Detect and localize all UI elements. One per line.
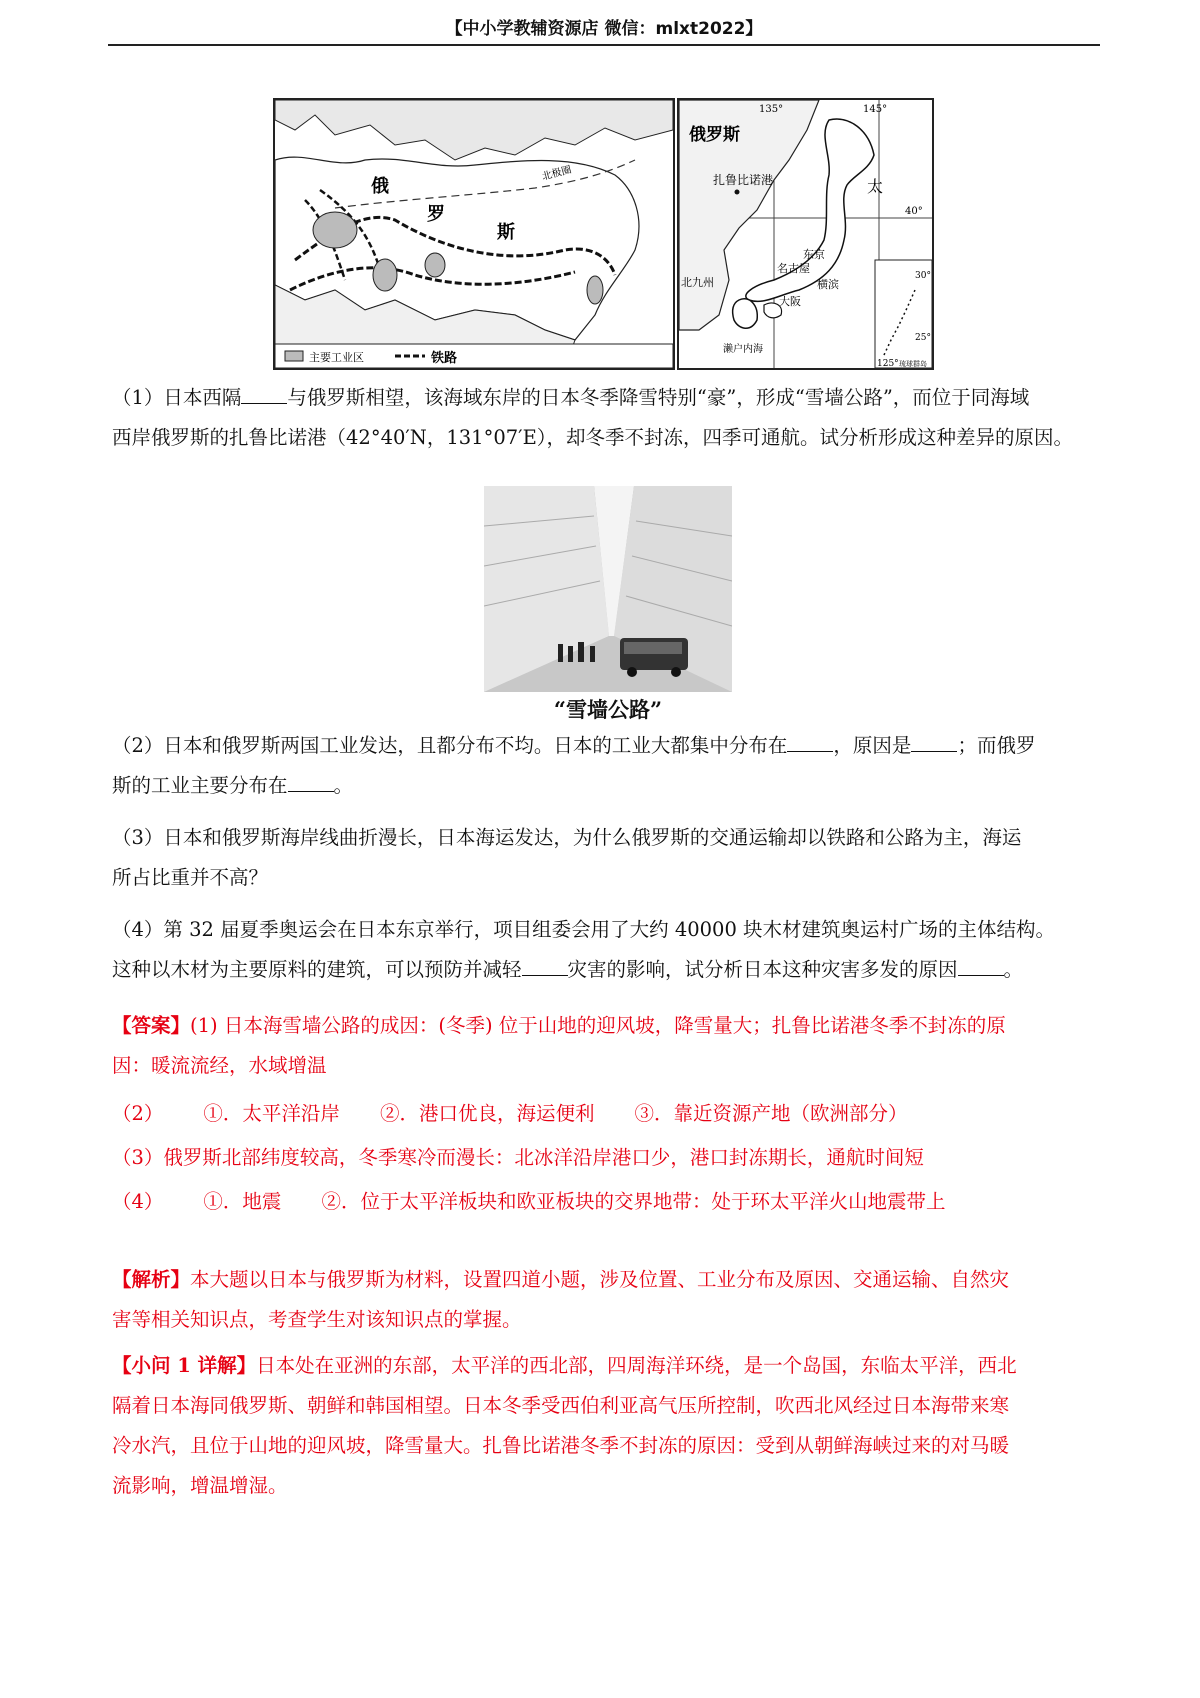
q4-blank-1 xyxy=(522,957,568,976)
answer-4-num: （4） xyxy=(112,1190,164,1213)
label-lon145: 145° xyxy=(863,104,888,115)
legend-industry-swatch xyxy=(285,351,303,361)
answer-4-point-1: ①．地震 xyxy=(203,1190,282,1213)
analysis-tag: 【解析】 xyxy=(112,1268,191,1291)
photo-caption: “雪墙公路” xyxy=(553,697,663,722)
detail-1-block xyxy=(112,1346,1100,1506)
detail-1-tag: 【小问 1 详解】 xyxy=(112,1354,257,1377)
q4-text-a: （4）第 32 届夏季奥运会在日本东京举行，项目组委会用了大约 40000 块木材建筑奥运村广场的主体结构。 xyxy=(112,918,1056,941)
label-lon125: 125° xyxy=(877,359,899,368)
detail-1-text-b: 隔着日本海同俄罗斯、朝鲜和韩国相望。日本冬季受西伯利亚高气压所控制，吹西北风经过日本海带来寒 xyxy=(112,1394,1010,1417)
question-3 xyxy=(112,818,1100,898)
q4-text-b2: 灾害的影响，试分析日本这种灾害多发的原因 xyxy=(567,958,958,981)
detail-1-text-a: 日本处在亚洲的东部，太平洋的西北部，四周海洋环绕，是一个岛国，东临太平洋，西北 xyxy=(256,1354,1017,1377)
analysis-text-b: 害等相关知识点，考查学生对该知识点的掌握。 xyxy=(112,1308,522,1331)
snow-wall-photo xyxy=(484,486,732,692)
label-si: 斯 xyxy=(497,222,515,243)
label-tokyo: 东京 xyxy=(803,248,825,261)
q4-blank-2 xyxy=(958,957,1004,976)
q2-text-c: ；而俄罗 xyxy=(957,734,1036,757)
legend-industry-label: 主要工业区 xyxy=(309,351,364,364)
label-arctic-circle: 北极圈 xyxy=(540,164,573,183)
russia-railway-map xyxy=(273,98,675,370)
label-osaka: 大阪 xyxy=(779,295,801,308)
label-lat30: 30° xyxy=(915,271,931,281)
q3-text-b: 所占比重并不高？ xyxy=(112,866,269,889)
q2-text-b: ，原因是 xyxy=(833,734,912,757)
q2-text-e: 。 xyxy=(333,774,354,797)
answer-2-point-1: ①．太平洋沿岸 xyxy=(203,1102,340,1125)
label-tai: 太 xyxy=(867,177,884,196)
japan-map-drawing xyxy=(679,100,932,368)
q3-text-a: （3）日本和俄罗斯海岸线曲折漫长，日本海运发达，为什么俄罗斯的交通运输却以铁路和公路为主，海运 xyxy=(112,826,1022,849)
answer-2-point-2: ②．港口优良，海运便利 xyxy=(379,1102,595,1125)
label-lat25: 25° xyxy=(915,333,931,343)
q2-blank-3 xyxy=(288,773,334,792)
answer-1-a: (1) 日本海雪墙公路的成因：(冬季) 位于山地的迎风坡，降雪量大；扎鲁比诺港冬季不封冻的原 xyxy=(190,1014,1006,1037)
snow-wall-illustration xyxy=(484,486,732,692)
analysis-block xyxy=(112,1260,1100,1340)
q2-text-a: （2）日本和俄罗斯两国工业发达，且都分布不均。日本的工业大都集中分布在 xyxy=(112,734,788,757)
label-zarubino: 扎鲁比诺港 xyxy=(713,173,774,187)
question-1 xyxy=(112,378,1100,458)
answer-4-point-2: ②．位于太平洋板块和欧亚板块的交界地带：处于环太平洋火山地震带上 xyxy=(321,1190,946,1213)
japan-map xyxy=(677,98,934,370)
answer-block xyxy=(112,1006,1100,1222)
q2-blank-2 xyxy=(911,733,957,752)
label-lat40: 40° xyxy=(905,206,923,217)
q4-text-b3: 。 xyxy=(1003,958,1024,981)
maps-figure xyxy=(273,98,936,366)
answer-1-b: 因：暖流流经，水域增温 xyxy=(112,1054,327,1077)
q1-text-a: （1）日本西隔 xyxy=(112,386,242,409)
detail-1-text-c: 冷水汽，且位于山地的迎风坡，降雪量大。扎鲁比诺港冬季不封冻的原因：受到从朝鲜海峡过来的对马暖 xyxy=(112,1434,1010,1457)
analysis-text-a: 本大题以日本与俄罗斯为材料，设置四道小题，涉及位置、工业分布及原因、交通运输、自然灾 xyxy=(190,1268,1010,1291)
page-header: 【中小学教辅资源店 微信：mlxt2022】 xyxy=(445,19,763,39)
q1-blank xyxy=(241,385,287,404)
russia-map-drawing xyxy=(275,100,673,368)
question-2 xyxy=(112,726,1100,806)
q1-text-b: 与俄罗斯相望，该海域东岸的日本冬季降雪特别“豪”，形成“雪墙公路”，而位于同海域 xyxy=(287,386,1030,409)
label-setonaikai: 濑户内海 xyxy=(723,344,763,355)
question-4 xyxy=(112,910,1100,990)
label-yokohama: 横滨 xyxy=(817,278,839,291)
header-divider xyxy=(108,44,1100,46)
label-lon135: 135° xyxy=(759,104,784,115)
label-luo: 罗 xyxy=(427,204,445,225)
label-kitakyushu: 北九州 xyxy=(681,276,714,289)
q4-text-b1: 这种以木材为主要原料的建筑，可以预防并减轻 xyxy=(112,958,522,981)
label-scale: 琉球群岛 xyxy=(899,360,927,368)
label-russia: 俄罗斯 xyxy=(689,125,740,145)
label-e: 俄 xyxy=(371,176,389,197)
q1-text-c: 西岸俄罗斯的扎鲁比诺港（42°40′N，131°07′E），却冬季不封冻，四季可通航。试分析形成这种差异的原因。 xyxy=(112,426,1074,449)
q2-text-d: 斯的工业主要分布在 xyxy=(112,774,288,797)
legend-railway-label: 铁路 xyxy=(431,351,458,366)
detail-1-text-d: 流影响，增温增湿。 xyxy=(112,1474,288,1497)
label-nagoya: 名古屋 xyxy=(777,262,810,275)
answer-tag: 【答案】 xyxy=(112,1014,191,1037)
q2-blank-1 xyxy=(787,733,833,752)
answer-2-point-3: ③．靠近资源产地（欧洲部分） xyxy=(634,1102,908,1125)
answer-3: （3）俄罗斯北部纬度较高，冬季寒冷而漫长：北冰洋沿岸港口少，港口封冻期长，通航时间短 xyxy=(112,1146,924,1169)
answer-2-num: （2） xyxy=(112,1102,164,1125)
